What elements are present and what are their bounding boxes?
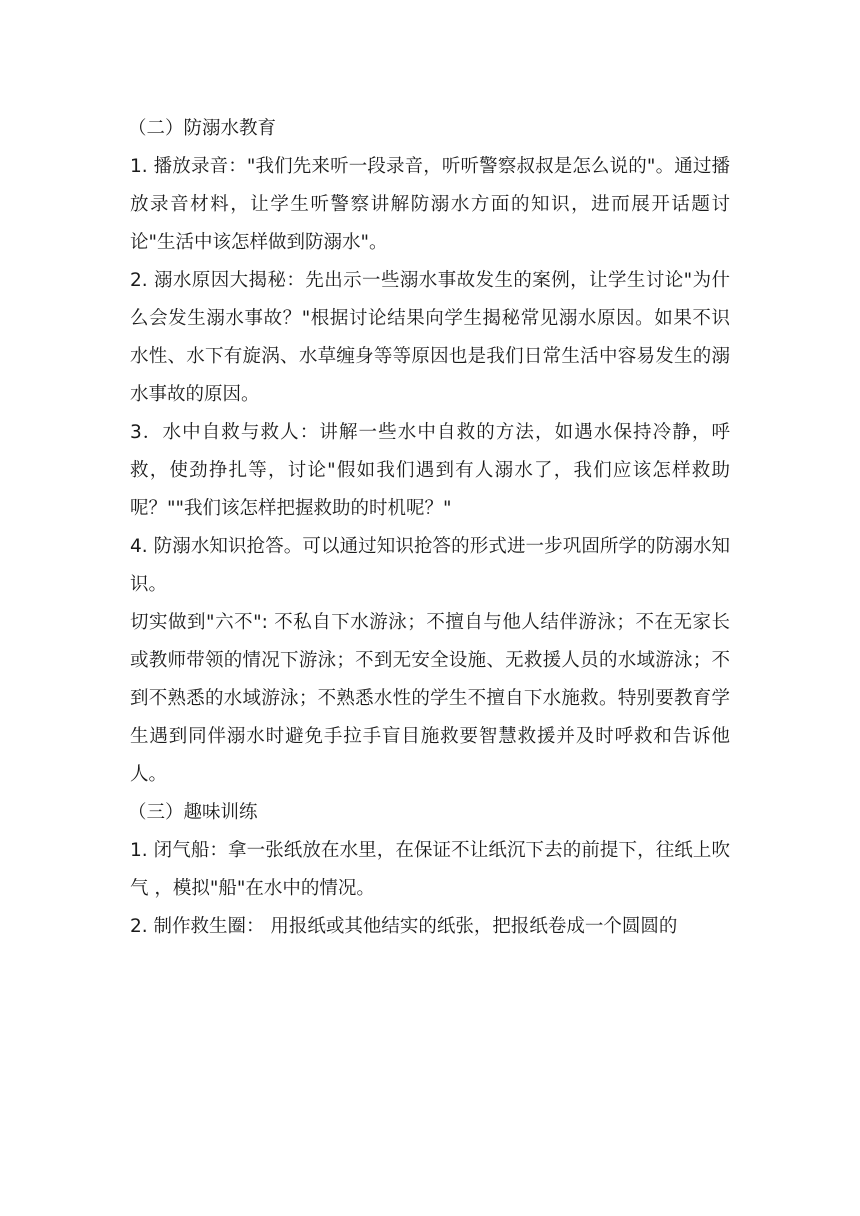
paragraph-six-donts: 切实做到"六不": 不私自下水游泳；不擅自与他人结伴游泳；不在无家长或教师带领的情况下游泳；不到无安全设施、无救援人员的水域游泳；不到不熟悉的水域游泳；不熟悉水性的学生不擅自下水施救。特别要教育学生遇到同伴溺水时避免手拉手盲目施救要智慧救援并及时呼救和告诉他人。 (130, 612, 730, 785)
section-heading-fun-training: （三）趣味训练 (128, 802, 258, 823)
paragraph-make-life-buoy: 2. 制作救生圈： 用报纸或其他结实的纸张，把报纸卷成一个圆圆的 (130, 916, 678, 937)
document-body (130, 110, 730, 946)
paragraph-breath-boat: 1. 闭气船：拿一张纸放在水里，在保证不让纸沉下去的前提下，往纸上吹气 ，模拟"船"在水中的情况。 (130, 840, 730, 899)
section-heading-drowning-prevention: （二）防溺水教育 (128, 118, 277, 139)
paragraph-knowledge-quiz: 4. 防溺水知识抢答。可以通过知识抢答的形式进一步巩固所学的防溺水知识。 (130, 536, 730, 595)
paragraph-play-recording: 1. 播放录音："我们先来听一段录音，听听警察叔叔是怎么说的"。通过播放录音材料，让学生听警察讲解防溺水方面的知识，进而展开话题讨论"生活中该怎样做到防溺水"。 (130, 156, 730, 253)
paragraph-self-rescue: 3．水中自救与救人：讲解一些水中自救的方法，如遇水保持冷静，呼救，使劲挣扎等，讨论"假如我们遇到有人溺水了，我们应该怎样救助呢？""我们该怎样把握救助的时机呢？" (130, 422, 730, 519)
paragraph-drowning-causes: 2. 溺水原因大揭秘：先出示一些溺水事故发生的案例，让学生讨论"为什么会发生溺水事故？"根据讨论结果向学生揭秘常见溺水原因。如果不识水性、水下有旋涡、水草缠身等等原因也是我们日常生活中容易发生的溺水事故的原因。 (130, 270, 730, 405)
